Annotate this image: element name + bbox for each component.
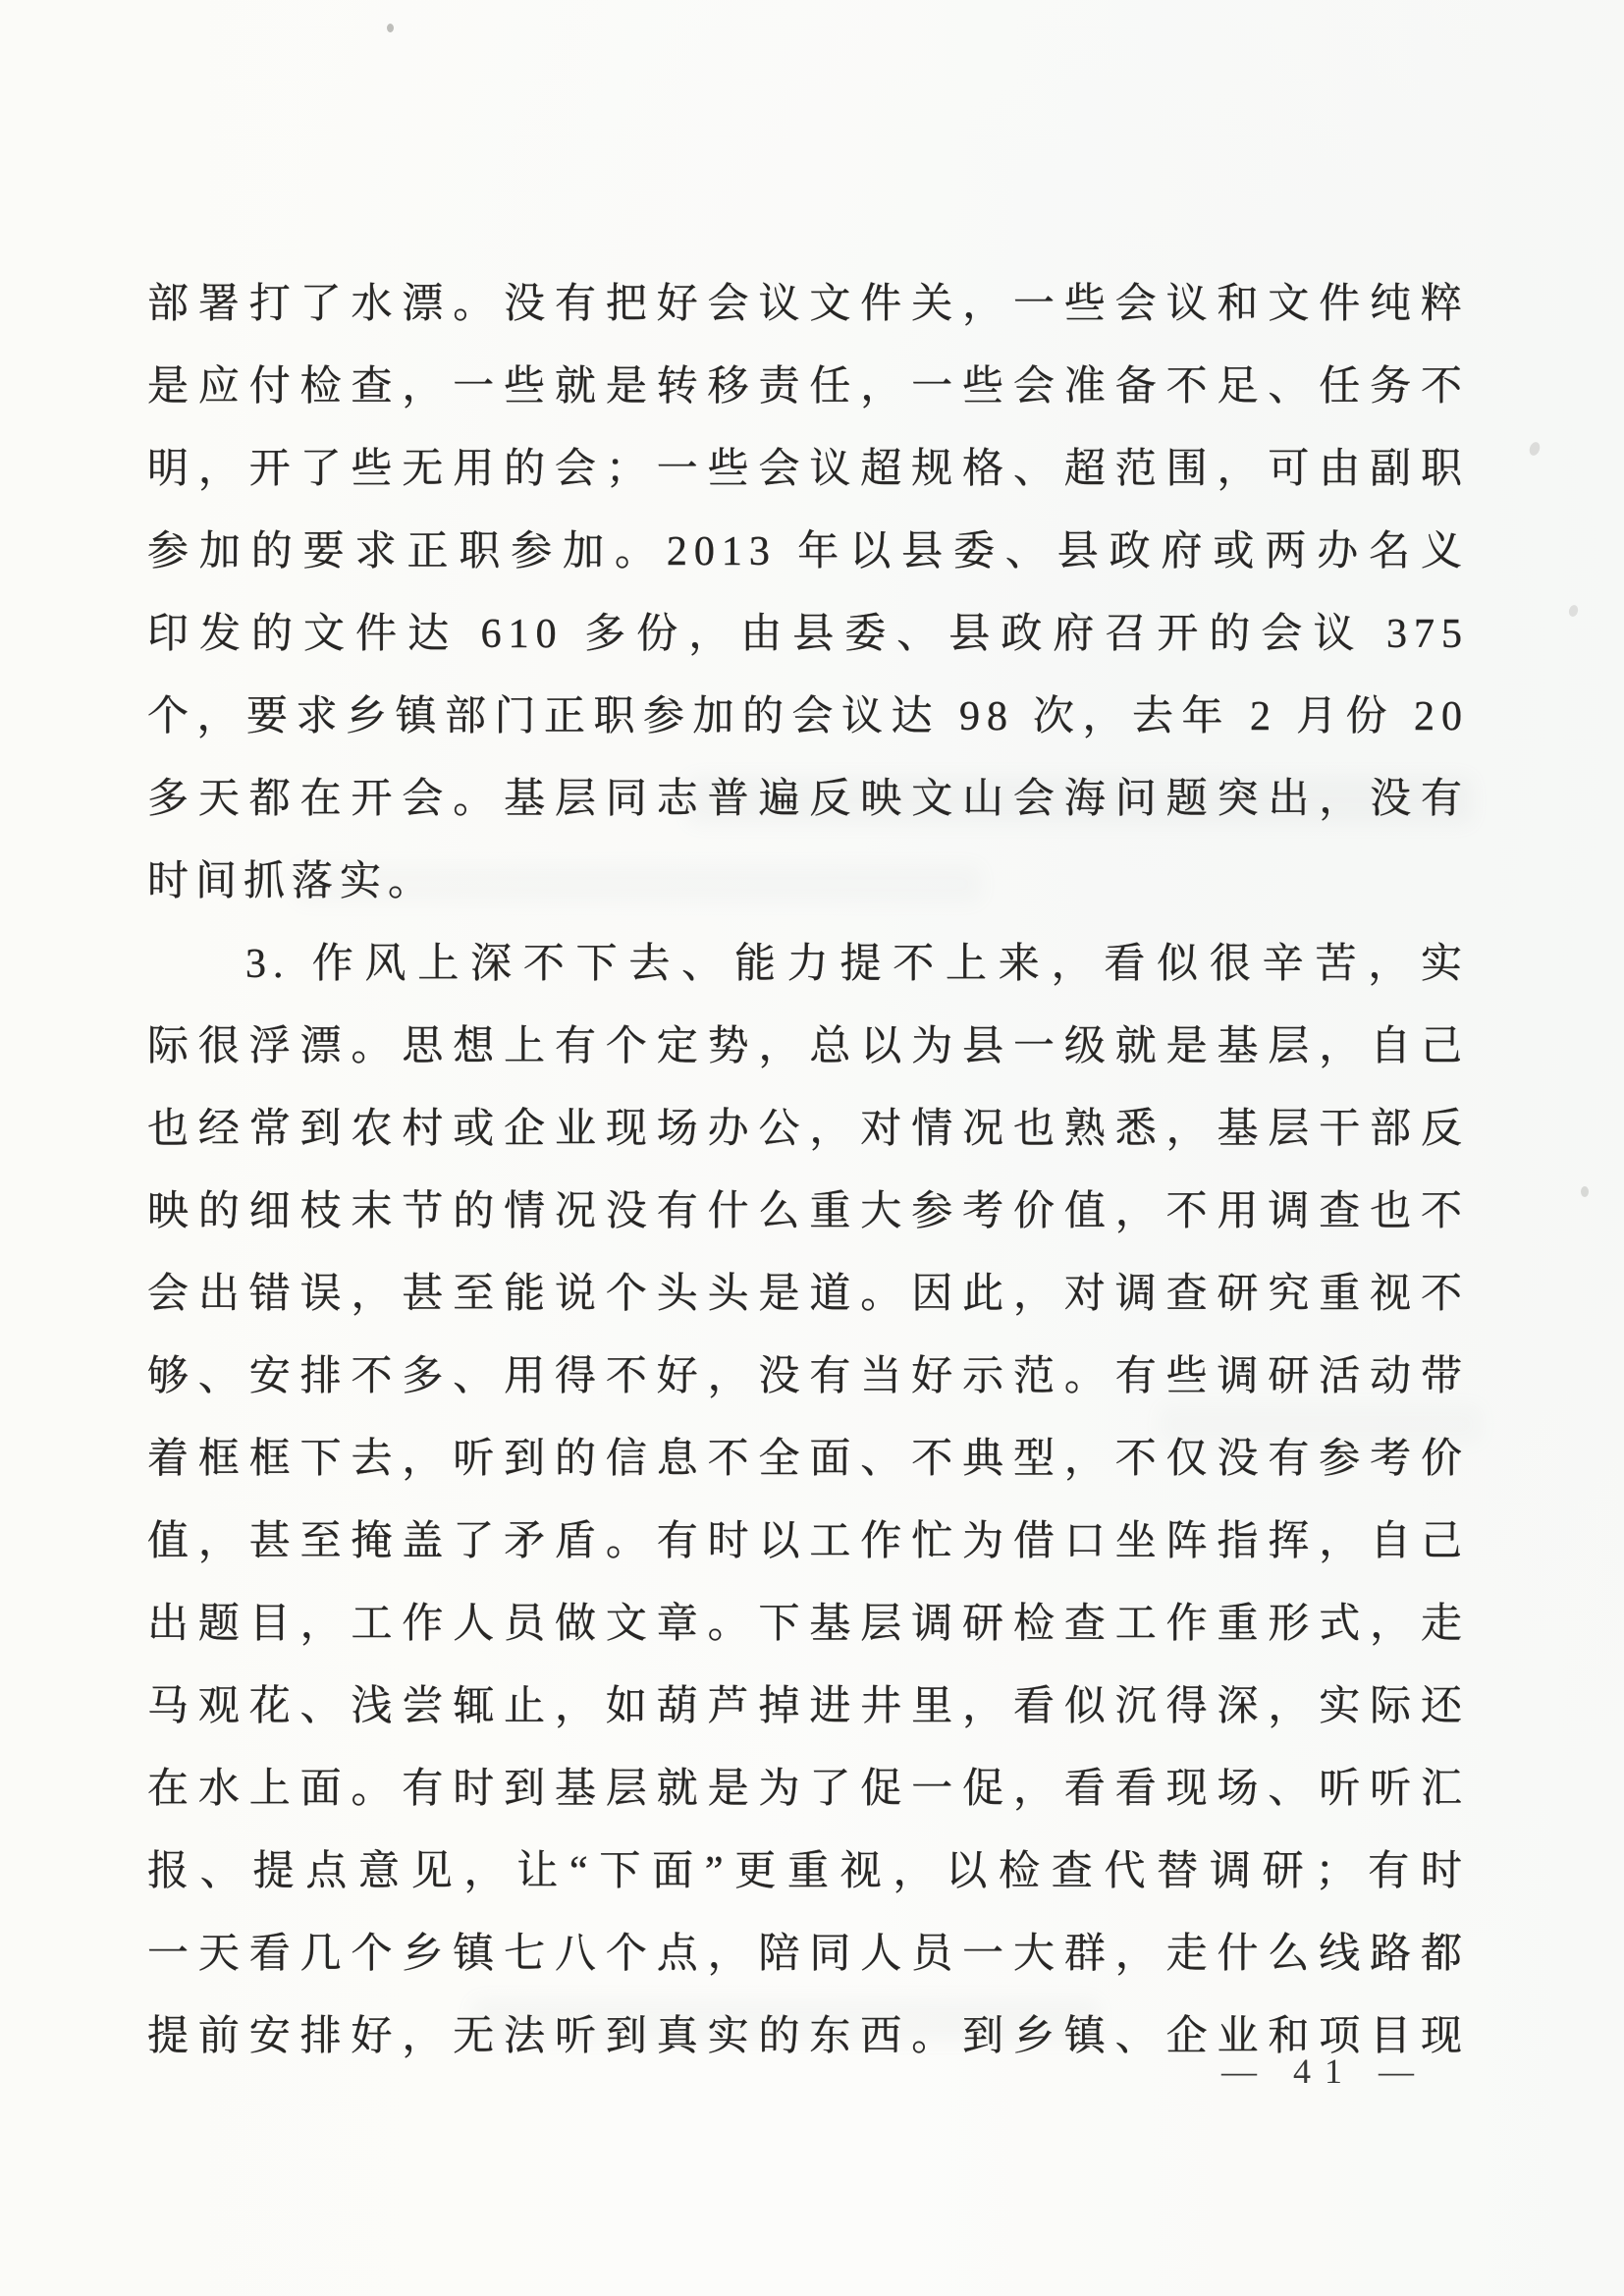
text-line: 是应付检查，一些就是转移责任，一些会准备不足、任务不 (147, 364, 1469, 410)
text-line: 映的细枝末节的情况没有什么重大参考价值，不用调查也不 (147, 1189, 1469, 1234)
text-line: 值，甚至掩盖了矛盾。有时以工作忙为借口坐阵指挥，自己 (147, 1519, 1469, 1564)
scan-speck (1581, 1186, 1589, 1197)
text-line-paragraph-start: 3. 作风上深不下去、能力提不上来，看似很辛苦，实 (245, 942, 1469, 987)
text-line: 部署打了水漂。没有把好会议文件关，一些会议和文件纯粹 (147, 282, 1469, 327)
scan-speck (1528, 441, 1542, 458)
text-line: 提前安排好，无法听到真实的东西。到乡镇、企业和项目现 (147, 2014, 1469, 2059)
text-line: 明，开了些无用的会；一些会议超规格、超范围，可由副职 (147, 447, 1469, 492)
scan-speck (1568, 604, 1580, 618)
text-line: 马观花、浅尝辄止，如葫芦掉进井里，看似沉得深，实际还 (147, 1684, 1469, 1729)
text-line: 一天看几个乡镇七八个点，陪同人员一大群，走什么线路都 (147, 1932, 1469, 1977)
text-line: 会出错误，甚至能说个头头是道。因此，对调查研究重视不 (147, 1272, 1469, 1317)
text-line: 参加的要求正职参加。2013 年以县委、县政府或两办名义 (147, 529, 1469, 574)
scan-speck (387, 24, 394, 32)
text-line-paragraph-end: 时间抓落实。 (147, 859, 437, 904)
text-line: 着框框下去，听到的信息不全面、不典型，不仅没有参考价 (147, 1437, 1469, 1482)
text-line: 际很浮漂。思想上有个定势，总以为县一级就是基层，自己 (147, 1024, 1469, 1069)
text-line: 出题目，工作人员做文章。下基层调研检查工作重形式，走 (147, 1602, 1469, 1647)
page-number: — 41 — (1221, 2051, 1428, 2091)
text-line: 在水上面。有时到基层就是为了促一促，看看现场、听听汇 (147, 1767, 1469, 1812)
text-line: 够、安排不多、用得不好，没有当好示范。有些调研活动带 (147, 1354, 1469, 1399)
text-line: 印发的文件达 610 多份，由县委、县政府召开的会议 375 (147, 612, 1469, 657)
body-text (147, 263, 1469, 2078)
text-line: 也经常到农村或企业现场办公，对情况也熟悉，基层干部反 (147, 1107, 1469, 1152)
text-line: 报、提点意见，让“下面”更重视，以检查代替调研；有时 (147, 1849, 1469, 1894)
text-line: 多天都在开会。基层同志普遍反映文山会海问题突出，没有 (147, 777, 1469, 822)
text-line: 个，要求乡镇部门正职参加的会议达 98 次，去年 2 月份 20 (147, 694, 1469, 739)
